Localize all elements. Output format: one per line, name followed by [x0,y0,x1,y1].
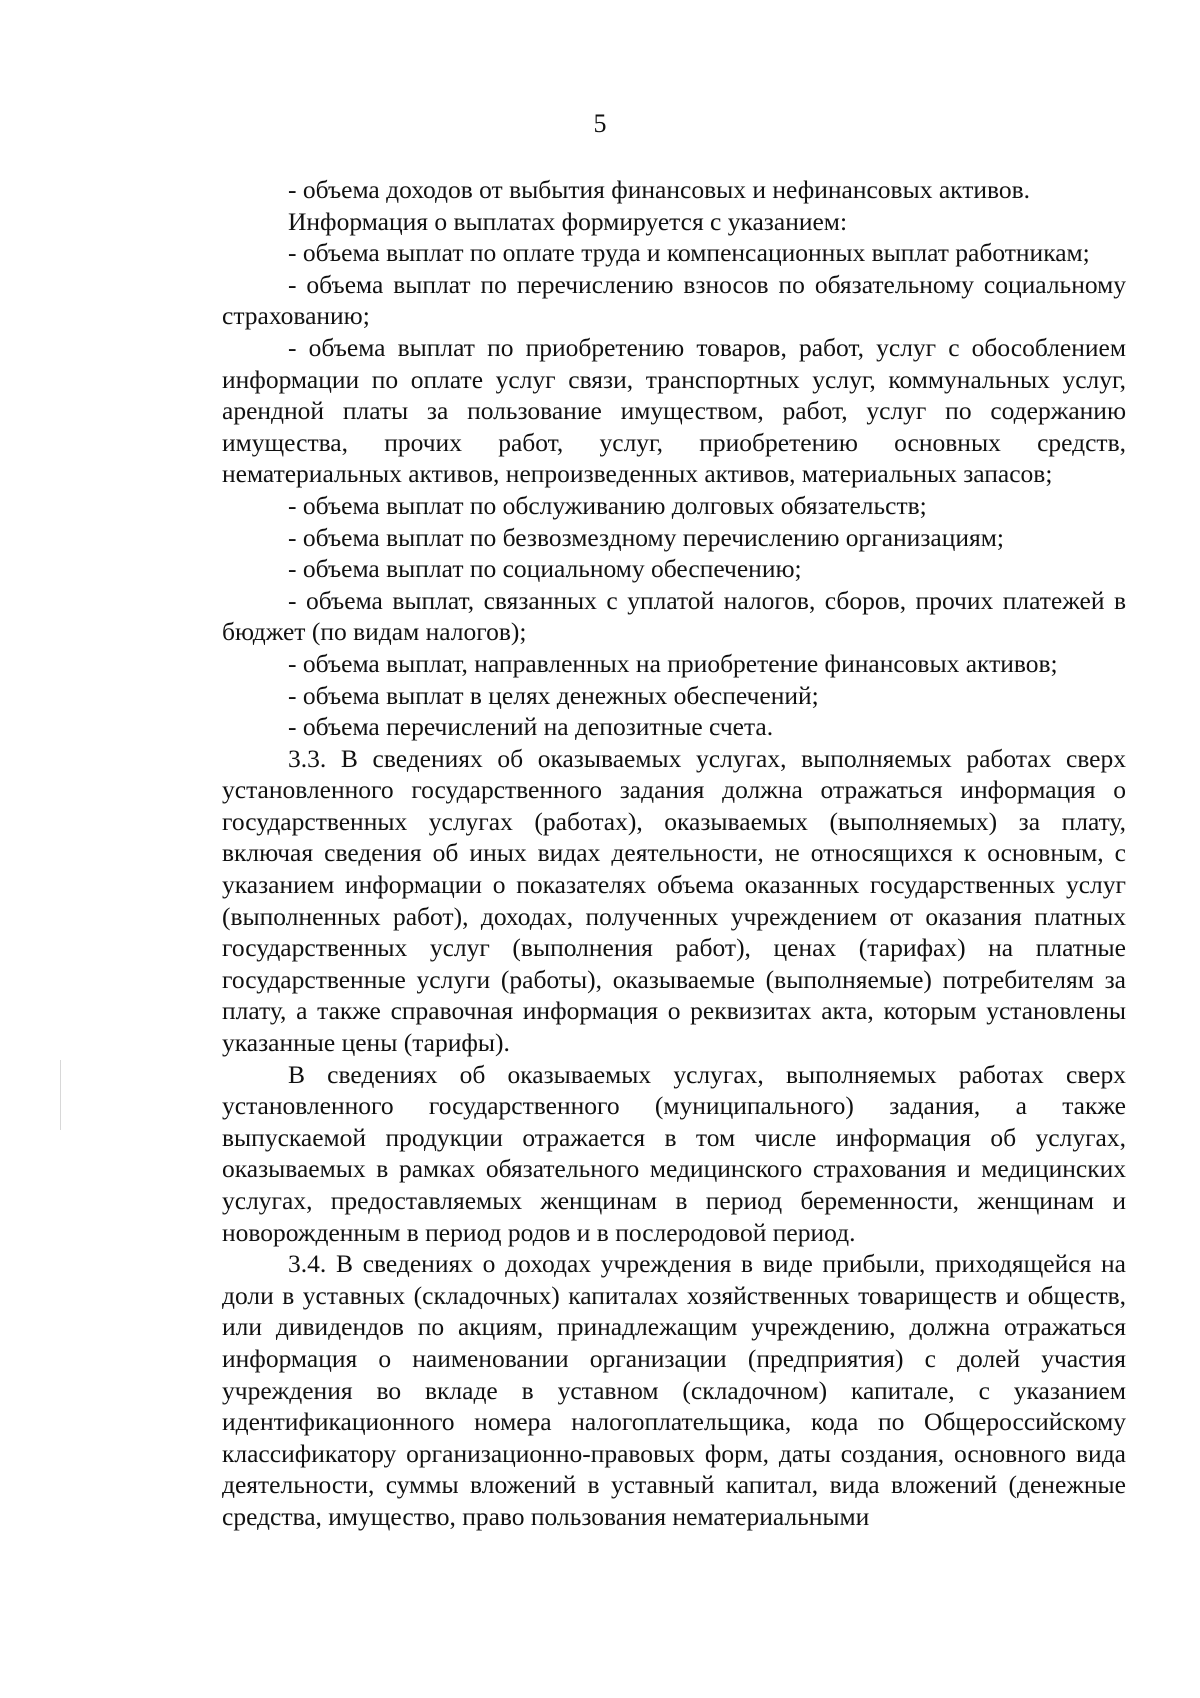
paragraph-taxes: - объема выплат, связанных с уплатой налогов, сборов, прочих платежей в бюджет (по видам налогов); [222,585,1126,647]
paragraph-cash-provision: - объема выплат в целях денежных обеспечений; [288,680,819,710]
paragraph-section-3-4: 3.4. В сведениях о доходах учреждения в виде прибыли, приходящейся на доли в уставных (складочных) капиталах хозяйственных товариществ и обществ, или дивидендов по акциям, принадлежащим учреждению, должна отражаться информация о наименовании организации (предприятия) с долей участия учреждения во вкладе в уставном (складочном) капитале, с указанием идентификационного номера налогоплательщика, кода по Общероссийскому классификатору организационно-правовых форм, даты создания, основного вида деятельности, суммы вложений в уставный капитал, вида вложений (денежные средства, имущество, право пользования нематериальными [222,1249,1126,1531]
paragraph-income-disposal: - объема доходов от выбытия финансовых и нефинансовых активов. [288,175,1031,204]
paragraph-purchases: - объема выплат по приобретению товаров, работ, услуг с обособлением информации по оплате услуг связи, транспортных услуг, коммунальных услуг, арендной платы за пользование имуществом, работ, услуг по содержанию имущества, прочих работ, услуг, приобретению основных средств, нематериальных активов, непроизведенных активов, материальных запасов; [222,332,1126,489]
scan-binding-mark [60,1060,61,1130]
paragraph-section-3-3: 3.3. В сведениях об оказываемых услугах, выполняемых работах сверх установленного государственного задания должна отражаться информация о государственных услугах (работах), оказываемых (выполняемых) за плату, включая сведения об иных видах деятельности, не относящихся к основным, с указанием информации о показателях объема оказанных государственных услуг (выполненных работ), доходах, полученных учреждением от оказания платных государственных услуг (выполнения работ), ценах (тарифах) на платные государственные услуги (работы), оказываемые (выполняемые) потребителям за плату, а также справочная информация о реквизитах акта, которым установлены указанные цены (тарифы). [222,743,1126,1058]
paragraph-social-security: - объема выплат по социальному обеспечению; [288,554,802,584]
paragraph-debt-service: - объема выплат по обслуживанию долговых обязательств; [288,490,927,520]
page-number: 5 [593,109,607,138]
paragraph-grants-to-organizations: - объема выплат по безвозмездному перечислению организациям; [288,522,1004,552]
paragraph-payments-intro: Информация о выплатах формируется с указанием: [288,206,848,236]
paragraph-medical-services: В сведениях об оказываемых услугах, выполняемых работах сверх установленного государственного (муниципального) задания, а также выпускаемой продукции отражается в том числе информация об услугах, оказываемых в рамках обязательного медицинского страхования и медицинских услугах, предоставляемых женщинам в период беременности, женщинам и новорожденным в период родов и в послеродовой период. [222,1059,1126,1247]
paragraph-financial-assets: - объема выплат, направленных на приобретение финансовых активов; [288,648,1058,678]
document-body [222,174,1126,1533]
paragraph-labor-payments: - объема выплат по оплате труда и компенсационных выплат работникам; [288,238,1090,268]
paragraph-deposits: - объема перечислений на депозитные счета. [288,712,774,742]
paragraph-social-insurance: - объема выплат по перечислению взносов по обязательному социальному страхованию; [222,269,1126,331]
